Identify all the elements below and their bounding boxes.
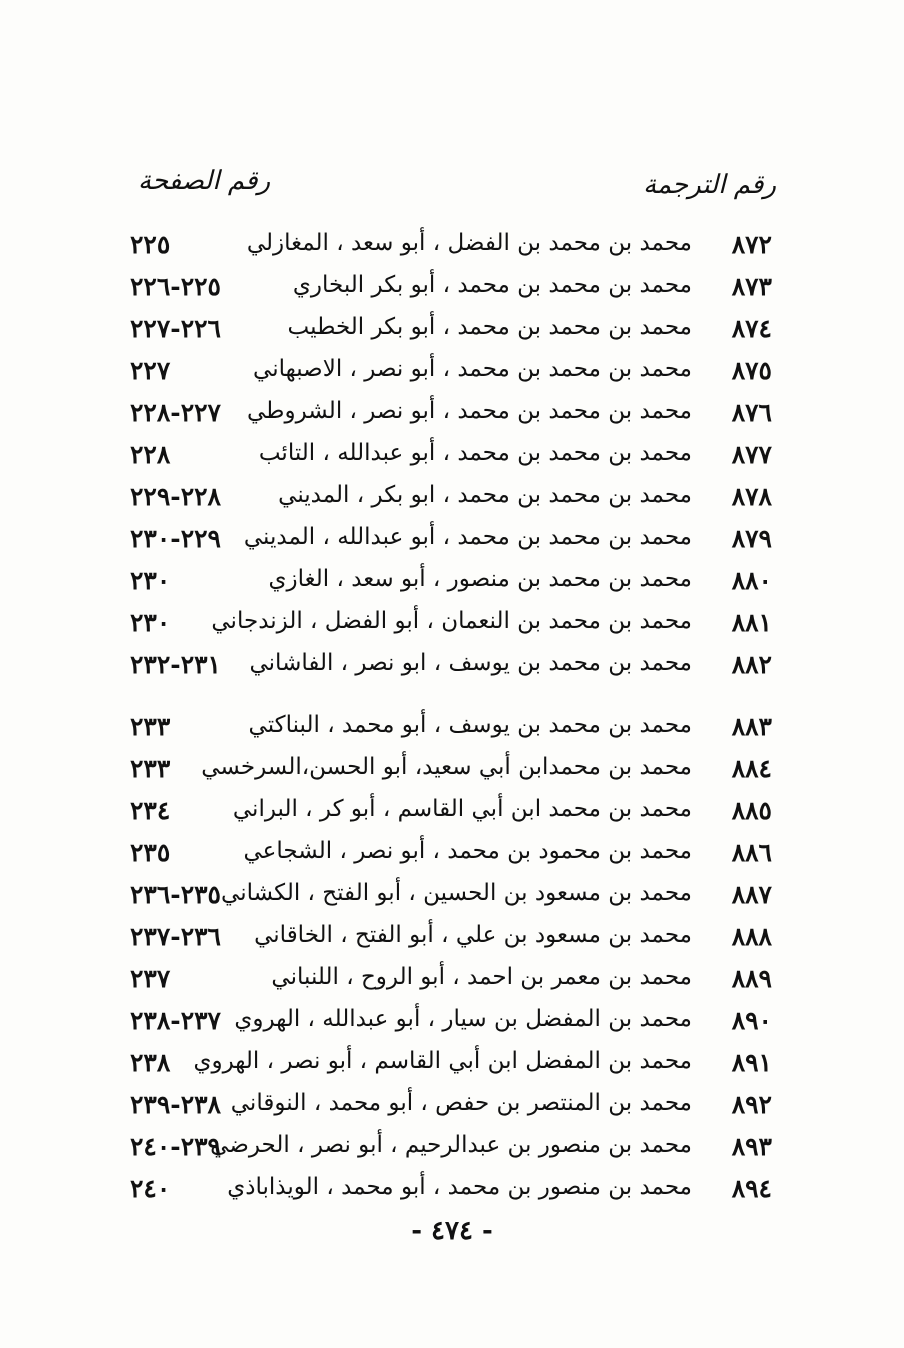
entry-name: محمد بن محمد بن النعمان ، أبو الفضل ، الزندجاني: [211, 608, 692, 634]
index-entries: [0, 228, 904, 1203]
entry-pages: ٢٣٤: [130, 796, 171, 825]
entry-name: محمد بن منصور بن عبدالرحيم ، أبو نصر ، الحرضي: [210, 1132, 692, 1158]
entry-number: ٨٩٣: [731, 1132, 772, 1161]
index-entry-row: [0, 836, 904, 878]
entry-pages: ٢٣٩-٢٤٠: [130, 1132, 221, 1161]
entry-pages: ٢٣٣: [130, 754, 171, 783]
entry-number: ٨٧٧: [731, 440, 772, 469]
entry-name: محمد بن محمد ابن أبي القاسم ، أبو كر ، البراني: [232, 796, 692, 822]
entry-pages: ٢٢٦-٢٢٧: [130, 314, 221, 343]
entry-name: محمد بن محمد بن محمد ، أبو عبدالله ، التائب: [258, 440, 692, 466]
entry-pages: ٢٤٠: [130, 1174, 171, 1203]
index-entry-row: [0, 794, 904, 836]
entry-number: ٨٨٩: [731, 964, 772, 993]
index-entry-row: [0, 354, 904, 396]
entry-pages: ٢٣٨: [130, 1048, 171, 1077]
entry-name: محمد بن محمد بن محمد ، أبو بكر الخطيب: [287, 314, 692, 340]
index-entry-row: [0, 1172, 904, 1214]
entry-pages: ٢٢٨: [130, 440, 171, 469]
entry-pages: ٢٣٣: [130, 712, 171, 741]
entry-name: محمد بن مسعود بن الحسين ، أبو الفتح ، الكشاني: [221, 880, 692, 906]
entry-number: ٨٧٨: [731, 482, 772, 511]
entry-pages: ٢٢٩-٢٣٠: [130, 524, 221, 553]
page-number: - ٤٧٤ -: [411, 1216, 493, 1246]
entry-pages: ٢٣٥-٢٣٦: [130, 880, 221, 909]
entry-pages: ٢٣٠: [130, 566, 171, 595]
entry-number: ٨٩٢: [731, 1090, 772, 1119]
entry-number: ٨٩٤: [731, 1174, 772, 1203]
index-entry-row: [0, 648, 904, 690]
entry-number: ٨٧٩: [731, 524, 772, 553]
entry-pages: ٢٣٨-٢٣٩: [130, 1090, 221, 1119]
index-entry-row: [0, 606, 904, 648]
index-entry-row: [0, 1046, 904, 1088]
entry-number: ٨٨٣: [731, 712, 772, 741]
entry-name: محمد بن محمود بن محمد ، أبو نصر ، الشجاعي: [243, 838, 692, 864]
index-entry-row: [0, 564, 904, 606]
entry-pages: ٢٢٥-٢٢٦: [130, 272, 221, 301]
entry-number: ٨٧٣: [731, 272, 772, 301]
entry-name: محمد بن محمد بن محمد ، أبو عبدالله ، المديني: [243, 524, 692, 550]
entry-pages: ٢٢٥: [130, 230, 171, 259]
entry-pages: ٢٣٧-٢٣٨: [130, 1006, 221, 1035]
entry-name: محمد بن محمد بن محمد ، ابو بكر ، المديني: [278, 482, 692, 508]
entry-number: ٨٩٠: [731, 1006, 772, 1035]
entry-pages: ٢٢٧: [130, 356, 171, 385]
entry-number: ٨٧٥: [731, 356, 772, 385]
entry-name: محمد بن المنتصر بن حفص ، أبو محمد ، النوقاني: [230, 1090, 692, 1116]
index-entry-row: [0, 710, 904, 752]
entry-number: ٨٨٥: [731, 796, 772, 825]
index-entry-row: [0, 1130, 904, 1172]
entry-name: محمد بن محمد بن يوسف ، أبو محمد ، البناكتي: [248, 712, 692, 738]
entry-name: محمد بن المفضل ابن أبي القاسم ، أبو نصر ، الهروي: [193, 1048, 692, 1074]
entry-name: محمد بن محمدابن أبي سعيد، أبو الحسن،السرخسي: [201, 754, 692, 780]
entry-number: ٨٩١: [731, 1048, 772, 1077]
index-entry-row: [0, 228, 904, 270]
entry-pages: ٢٢٧-٢٢٨: [130, 398, 221, 427]
index-entry-row: [0, 752, 904, 794]
entry-number-heading: رقم الترجمة: [643, 170, 776, 200]
entry-number: ٨٧٤: [731, 314, 772, 343]
index-entry-row: [0, 920, 904, 962]
entry-pages: ٢٣١-٢٣٢: [130, 650, 221, 679]
index-entry-row: [0, 962, 904, 1004]
index-entry-row: [0, 1004, 904, 1046]
entry-number: ٨٧٢: [731, 230, 772, 259]
index-entry-row: [0, 480, 904, 522]
entry-pages: ٢٣٥: [130, 838, 171, 867]
entry-number: ٨٧٦: [731, 398, 772, 427]
index-entry-row: [0, 438, 904, 480]
entry-name: محمد بن معمر بن احمد ، أبو الروح ، اللنباني: [271, 964, 692, 990]
entry-pages: ٢٢٨-٢٢٩: [130, 482, 221, 511]
entry-number: ٨٨٦: [731, 838, 772, 867]
entry-name: محمد بن محمد بن محمد ، أبو نصر ، الشروطي: [247, 398, 692, 424]
index-entry-row: [0, 878, 904, 920]
entry-pages: ٢٣٠: [130, 608, 171, 637]
entry-name: محمد بن المفضل بن سيار ، أبو عبدالله ، الهروي: [234, 1006, 692, 1032]
index-entry-row: [0, 270, 904, 312]
page-number-heading: رقم الصفحة: [138, 166, 271, 196]
index-entry-row: [0, 1088, 904, 1130]
entry-name: محمد بن منصور بن محمد ، أبو محمد ، الويذاباذي: [227, 1174, 692, 1200]
entry-number: ٨٨٠: [731, 566, 772, 595]
entry-name: محمد بن محمد بن منصور ، أبو سعد ، الغازي: [268, 566, 692, 592]
entry-number: ٨٨١: [731, 608, 772, 637]
entry-number: ٨٨٤: [731, 754, 772, 783]
entry-number: ٨٨٧: [731, 880, 772, 909]
entry-name: محمد بن محمد بن يوسف ، ابو نصر ، الفاشاني: [249, 650, 692, 676]
entry-pages: ٢٣٦-٢٣٧: [130, 922, 221, 951]
entry-number: ٨٨٢: [731, 650, 772, 679]
index-entry-row: [0, 312, 904, 354]
entry-name: محمد بن محمد بن محمد ، أبو نصر ، الاصبهاني: [253, 356, 692, 382]
entry-name: محمد بن محمد بن الفضل ، أبو سعد ، المغازلي: [246, 230, 692, 256]
entry-number: ٨٨٨: [731, 922, 772, 951]
index-entry-row: [0, 396, 904, 438]
index-entry-row: [0, 522, 904, 564]
entry-name: محمد بن محمد بن محمد ، أبو بكر البخاري: [292, 272, 692, 298]
entry-pages: ٢٣٧: [130, 964, 171, 993]
entry-name: محمد بن مسعود بن علي ، أبو الفتح ، الخاقاني: [254, 922, 692, 948]
